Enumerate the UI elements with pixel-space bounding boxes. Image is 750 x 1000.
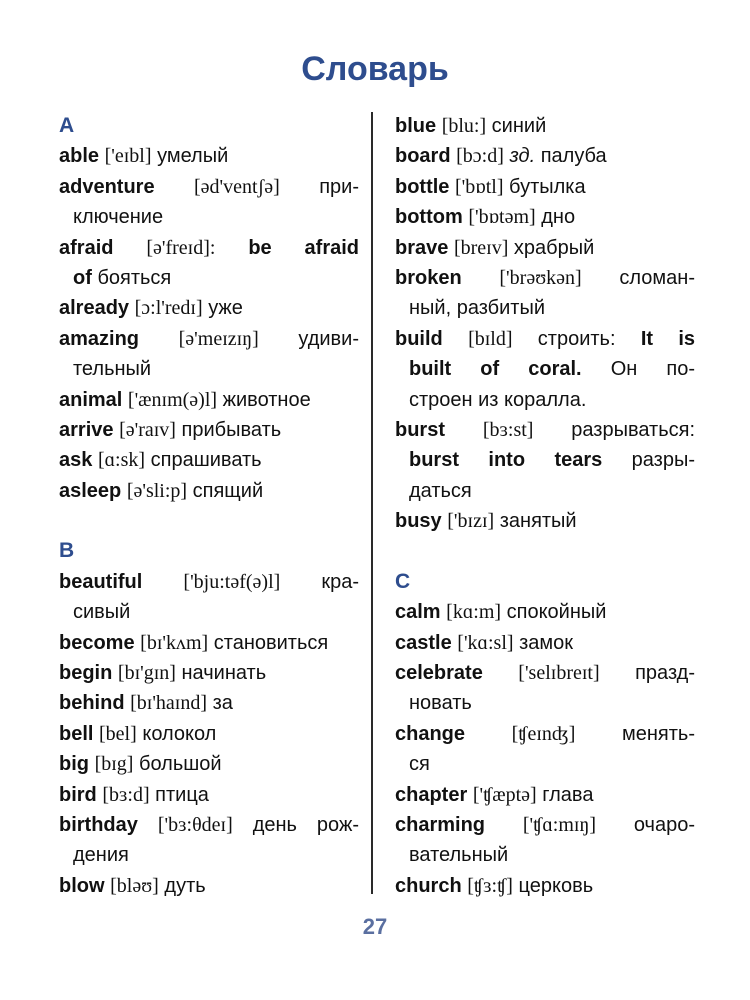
headword: able: [59, 145, 100, 168]
headword: brave: [395, 236, 449, 259]
headword: bell: [59, 722, 94, 745]
headword: bottle: [395, 175, 450, 198]
section-gap: [59, 506, 359, 536]
definition-text: дуть: [158, 874, 206, 897]
headword: already: [59, 297, 130, 320]
definition-text: умелый: [151, 145, 229, 168]
transcription: [bɔ:d]: [456, 145, 504, 168]
dictionary-line: [59, 263, 359, 293]
page-number: 27: [362, 914, 388, 939]
definition-text: [139, 328, 179, 350]
headword: blue: [395, 115, 437, 137]
transcription: [kɑ:m]: [446, 601, 502, 624]
headword: blow: [59, 874, 105, 897]
dictionary-line: [395, 658, 695, 688]
headword: begin: [59, 662, 113, 685]
headword: beautiful: [59, 570, 143, 593]
definition-text: менять-: [575, 722, 695, 745]
transcription: ['bɜ:θdeɪ]: [157, 813, 233, 836]
dictionary-line: [395, 506, 695, 536]
headword: bottom: [395, 206, 463, 229]
definition-text: колокол: [136, 722, 217, 745]
transcription: [bləʊ]: [110, 874, 159, 897]
definition-text: большой: [133, 753, 222, 776]
definition-text: день рож-: [232, 813, 359, 836]
definition-text: строен из коралла.: [409, 388, 587, 411]
definition-text: [443, 328, 468, 350]
transcription: [ə'raɪv]: [119, 418, 176, 441]
definition-text: [142, 571, 183, 593]
dictionary-line: [395, 840, 695, 870]
definition-text: птица: [149, 783, 209, 806]
definition-text: [445, 419, 483, 441]
headword: burst into tears: [409, 449, 603, 472]
definition-text: [462, 267, 500, 289]
definition-text: ся: [409, 753, 430, 776]
transcription: [breɪv]: [453, 236, 509, 259]
transcription: [ʧeɪnʤ]: [511, 722, 576, 745]
transcription: [əd'ventʃə]: [194, 175, 280, 198]
headword: build: [395, 327, 443, 350]
definition-text: замок: [513, 631, 574, 654]
headword: bird: [59, 783, 97, 806]
dictionary-line: [59, 810, 359, 840]
section-letter: C: [395, 569, 411, 593]
definition-text: празд-: [599, 662, 696, 685]
definition-text: бутылка: [503, 175, 586, 198]
dictionary-line: [59, 780, 359, 810]
dictionary-line: [59, 597, 359, 627]
dictionary-line: [59, 354, 359, 384]
definition-text: разрываться:: [533, 418, 696, 441]
transcription: ['bɒtl]: [455, 175, 504, 198]
usage-label: зд.: [509, 145, 536, 168]
definition-text: животное: [217, 388, 311, 411]
definition-text: спящий: [187, 479, 264, 502]
section-letter: B: [59, 539, 75, 563]
transcription: [ə'freɪd]:: [146, 236, 216, 259]
headword: celebrate: [395, 662, 483, 685]
dictionary-line: [59, 141, 359, 171]
transcription: ['ʧæptə]: [472, 783, 537, 806]
dictionary-line: [395, 628, 695, 658]
dictionary-line: [59, 476, 359, 506]
dictionary-line: [395, 810, 695, 840]
definition-text: занятый: [494, 510, 577, 533]
dictionary-line: [59, 628, 359, 658]
transcription: ['bɪzɪ]: [447, 510, 495, 533]
dictionary-line: [395, 780, 695, 810]
definition-text: новать: [409, 692, 472, 715]
headword: adventure: [59, 175, 155, 198]
dictionary-line: [59, 749, 359, 779]
definition-text: сивый: [73, 601, 131, 624]
definition-text: вательный: [409, 844, 509, 867]
definition-text: храбрый: [508, 236, 595, 259]
dictionary-line: [59, 233, 359, 263]
headword: church: [395, 874, 462, 897]
dictionary-line: [59, 658, 359, 688]
dictionary-line: [59, 385, 359, 415]
definition-text: бояться: [91, 266, 172, 289]
page-title: Словарь: [301, 50, 449, 88]
definition-text: дения: [73, 844, 129, 867]
definition-text: строить:: [512, 327, 641, 350]
headword: birthday: [59, 813, 138, 836]
definition-text: разры-: [602, 449, 696, 472]
headword: arrive: [59, 418, 114, 441]
definition-text: Он по-: [581, 358, 696, 381]
transcription: [bɪ'haɪnd]: [130, 692, 208, 715]
headword: busy: [395, 510, 442, 533]
definition-text: тельный: [73, 358, 152, 381]
headword: It is: [640, 327, 696, 350]
transcription: ['eɪbl]: [104, 145, 152, 168]
dictionary-column-right: [395, 111, 695, 901]
transcription: [blu:]: [441, 115, 487, 137]
dictionary-line: [59, 415, 359, 445]
dictionary-line: [395, 293, 695, 323]
transcription: [ɔ:l'redɪ]: [134, 297, 203, 320]
headword: of: [73, 266, 92, 289]
headword: big: [59, 753, 89, 776]
column-divider: [371, 112, 373, 894]
transcription: ['ʧɑ:mɪŋ]: [522, 813, 597, 836]
definition-text: спрашивать: [145, 449, 262, 472]
transcription: [bɪg]: [94, 753, 134, 776]
headword: asleep: [59, 479, 122, 502]
dictionary-line: [59, 202, 359, 232]
dictionary-line: [59, 324, 359, 354]
definition-text: [113, 237, 146, 259]
definition-text: [485, 814, 523, 836]
definition-text: [483, 662, 518, 684]
dictionary-line: [59, 688, 359, 718]
definition-text: ключение: [73, 206, 164, 229]
dictionary-line: [395, 233, 695, 263]
definition-text: даться: [409, 479, 472, 502]
dictionary-line: [395, 445, 695, 475]
definition-text: [215, 237, 248, 259]
headword: become: [59, 631, 135, 654]
definition-text: кра-: [280, 570, 360, 593]
headword: amazing: [59, 327, 140, 350]
transcription: ['brəʊkən]: [499, 266, 582, 289]
definition-text: дно: [535, 206, 576, 229]
dictionary-line: [395, 354, 695, 384]
dictionary-column-left: [59, 111, 359, 901]
headword: afraid: [59, 236, 114, 259]
definition-text: удиви-: [258, 327, 359, 350]
section-letter: A: [59, 114, 75, 137]
dictionary-line: [395, 719, 695, 749]
dictionary-line: [59, 840, 359, 870]
definition-text: [155, 176, 194, 198]
transcription: ['ænɪm(ə)l]: [127, 388, 218, 411]
dictionary-line: [395, 749, 695, 779]
dictionary-line: [59, 293, 359, 323]
definition-text: спокойный: [501, 601, 607, 624]
transcription: ['kɑ:sl]: [457, 631, 514, 654]
dictionary-line: [395, 111, 695, 141]
dictionary-line: [395, 871, 695, 901]
definition-text: за: [207, 692, 233, 715]
dictionary-line: [59, 567, 359, 597]
transcription: [ɑ:sk]: [97, 449, 146, 472]
dictionary-line: [395, 385, 695, 415]
definition-text: сломан-: [581, 266, 696, 289]
definition-text: ный, разбитый: [409, 297, 546, 320]
definition-text: палуба: [535, 145, 607, 168]
transcription: [bel]: [99, 722, 137, 745]
headword: castle: [395, 631, 452, 654]
headword: chapter: [395, 783, 468, 806]
headword: burst: [395, 418, 445, 441]
definition-text: уже: [202, 297, 243, 320]
dictionary-line: [395, 476, 695, 506]
section-gap: [395, 536, 695, 566]
transcription: [bɪld]: [468, 327, 513, 350]
dictionary-line: [395, 202, 695, 232]
transcription: [bɜ:d]: [102, 783, 150, 806]
dictionary-line: [395, 688, 695, 718]
headword: broken: [395, 266, 462, 289]
transcription: ['bɒtəm]: [468, 206, 536, 229]
dictionary-line: [395, 141, 695, 171]
transcription: [ə'meɪzɪŋ]: [178, 327, 259, 350]
transcription: ['bju:təf(ə)l]: [183, 570, 281, 593]
headword: change: [395, 722, 466, 745]
headword: built of coral.: [409, 358, 582, 381]
headword: be afraid: [248, 236, 360, 259]
headword: charming: [395, 813, 486, 836]
definition-text: синий: [486, 115, 547, 137]
dictionary-line: [59, 172, 359, 202]
headword: board: [395, 145, 451, 168]
headword: behind: [59, 692, 125, 715]
dictionary-line: [395, 415, 695, 445]
definition-text: становиться: [208, 631, 329, 654]
dictionary-line: [59, 719, 359, 749]
dictionary-line: [395, 324, 695, 354]
transcription: [ə'sli:p]: [126, 479, 188, 502]
dictionary-line: [395, 597, 695, 627]
definition-text: [465, 723, 512, 745]
transcription: ['selɪbreɪt]: [518, 662, 600, 685]
headword: ask: [59, 449, 93, 472]
transcription: [bɜ:st]: [482, 418, 534, 441]
headword: calm: [395, 601, 441, 624]
definition-text: глава: [536, 783, 594, 806]
dictionary-line: [395, 263, 695, 293]
definition-text: [138, 814, 158, 836]
definition-text: прибывать: [175, 418, 282, 441]
definition-text: при-: [279, 175, 359, 198]
definition-text: начинать: [175, 662, 267, 685]
transcription: [bɪ'kʌm]: [140, 631, 209, 654]
transcription: [bɪ'gɪn]: [117, 662, 176, 685]
dictionary-line: [395, 172, 695, 202]
transcription: [ʧɜ:ʧ]: [467, 874, 513, 897]
dictionary-line: [59, 871, 359, 901]
definition-text: очаро-: [596, 813, 695, 836]
headword: animal: [59, 388, 123, 411]
dictionary-line: [59, 445, 359, 475]
definition-text: церковь: [512, 874, 594, 897]
